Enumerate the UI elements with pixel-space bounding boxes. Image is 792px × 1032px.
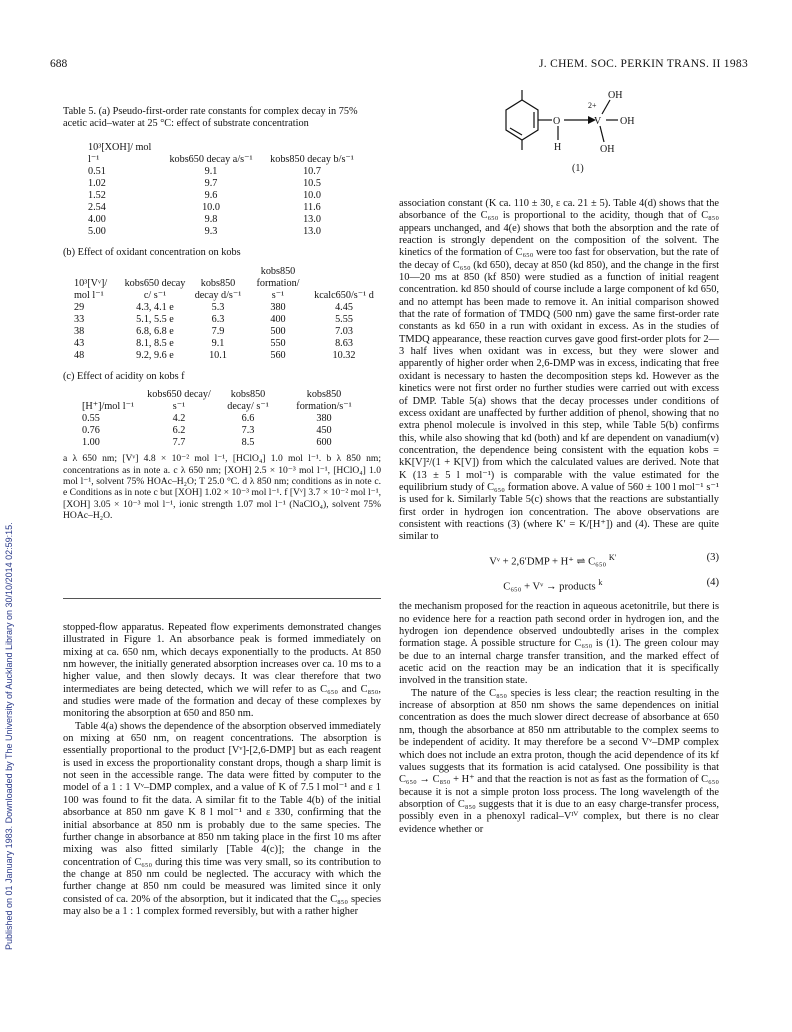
table5-footnotes: a λ 650 nm; [Vᵛ] 4.8 × 10⁻² mol l⁻¹, [HClO₄] 1.0 mol l⁻¹. b λ 850 nm; concentrations as in note a. c λ 650 nm; [XOH] 2.5 × 10⁻³ mol l⁻¹, [HClO₄] 1.0 mol l⁻¹, solvent 75% HOAc–H₂O; T 25.0 °C. d λ 850 nm; conditions as in note c. e Conditions as in note c but [XOH] 1.02 × 10⁻³ mol l⁻¹. f [Vᵛ] 3.7 × 10⁻² mol l⁻¹, [XOH] 3.05 × 10⁻³ mol l⁻¹, ionic strength 1.07 mol l⁻¹ (NaClO₄), solvent 75% HOAc–H₂O. [63, 453, 381, 522]
atom-OH-bottom: OH [600, 144, 615, 155]
table-row [71, 326, 379, 338]
table-cell: 7.3 [241, 425, 255, 437]
table-cell: 7.9 [211, 325, 225, 337]
table-cell: 4.3, 4.1 e [136, 301, 174, 313]
table-cell: 5.3 [211, 301, 225, 313]
table-cell: 9.1 [211, 337, 225, 349]
table5c-body [79, 413, 367, 449]
left-column [63, 0, 381, 522]
table-header: kobs850 decay/ s⁻¹ [227, 389, 269, 413]
table-cell: 7.7 [172, 437, 186, 449]
journal-title: J. CHEM. SOC. PERKIN TRANS. II 1983 [538, 58, 748, 70]
table-header: kobs850 formation/ s⁻¹ [256, 265, 300, 301]
equation-over: K′ [608, 552, 617, 562]
table5b-body [71, 302, 379, 362]
benzene-ring [506, 100, 538, 140]
table-cell: 9.3 [204, 226, 218, 238]
table-row [79, 425, 367, 437]
table5-caption: Table 5. (a) Pseudo-first-order rate constants for complex decay in 75% acetic acid–water at 25 °C: effect of substrate concentration [63, 106, 358, 130]
structure-1-diagram [492, 86, 652, 172]
table-cell: 560 [270, 349, 286, 361]
table-cell: 6.6 [241, 413, 255, 425]
atom-V: V [594, 116, 602, 127]
table-cell: 10.5 [303, 178, 321, 190]
table-cell: 10.7 [303, 166, 321, 178]
table-cell: 29 [74, 301, 85, 313]
table-cell: 9.7 [204, 178, 218, 190]
download-watermark [4, 130, 16, 950]
equation-text: Vᵛ + 2,6′DMP + H⁺ ⇌ C₆₅₀ [489, 556, 607, 568]
table-cell: 10.1 [209, 349, 227, 361]
table-cell: 400 [270, 313, 286, 325]
table-header: 10³[Vᵛ]/ mol l⁻¹ [74, 277, 108, 301]
table-cell: 8.5 [241, 437, 255, 449]
table-header: 10³[XOH]/ mol l⁻¹ [88, 142, 152, 166]
structure-label: (1) [572, 163, 584, 174]
table5a-body [85, 166, 365, 238]
table-header: kobs650 decay a/s⁻¹ [169, 154, 253, 166]
atom-O: O [553, 116, 561, 127]
table-cell: 0.76 [82, 425, 100, 437]
table5b [71, 266, 379, 362]
table-header: kobs850 decay d/s⁻¹ [194, 277, 242, 301]
table-cell: 1.02 [88, 178, 106, 190]
table-cell: 9.1 [204, 166, 218, 178]
table-cell: 8.63 [335, 337, 353, 349]
table5c-title: (c) Effect of acidity on kobs f [63, 370, 185, 382]
table-header-row [85, 142, 365, 166]
table-row [85, 190, 365, 202]
table-header: kcalc650/s⁻¹ d [314, 289, 374, 301]
table-cell: 10.0 [303, 190, 321, 202]
table-row [85, 214, 365, 226]
table-cell: 600 [316, 437, 332, 449]
table5c [79, 389, 367, 449]
table-cell: 0.51 [88, 166, 106, 178]
table-header-row [71, 266, 379, 302]
table-cell: 0.55 [82, 413, 100, 425]
table-cell: 11.6 [303, 202, 321, 214]
right-column [399, 198, 719, 836]
left-body [63, 622, 381, 918]
table-cell: 4.45 [335, 301, 353, 313]
table-cell: 33 [74, 313, 85, 325]
table-row [85, 178, 365, 190]
atom-H: H [554, 142, 562, 153]
table-cell: 6.8, 6.8 e [136, 325, 174, 337]
table-cell: 8.1, 8.5 e [136, 337, 174, 349]
table-cell: 380 [316, 413, 332, 425]
table-row [71, 314, 379, 326]
table-cell: 5.00 [88, 226, 106, 238]
table5b-title: (b) Effect of oxidant concentration on kobs [63, 247, 241, 259]
equation-3 [399, 552, 719, 569]
table-row [85, 226, 365, 238]
equation-number: (4) [706, 576, 719, 588]
body-paragraph: Table 4(a) shows the dependence of the absorption observed immediately on mixing at 650 nm, on reagent concentrations. The absorption is essentially proportional to the product [Vᵛ]-[2,6-DMP] but as each reagent is used in excess the proportionality constant drops, though a sharp limit is not seen in the accessible range. The data were fitted by computer to the model of a 1 : 1 Vᵛ–DMP complex, and a value of K of 7.5 l mol⁻¹ and ε 1 100 was found to fit the data. A similar fit to the Table 4(b) of the initial absorbance at 850 nm gave K 8 l mol⁻¹ and ε 330, confirming that the initial absorbance at 850 nm is probably due to the same species. The further change in absorbance at 850 nm taking place in the first 10 ms after mixing was also fitted similarly [Table 4(c)]; the change in the concentration of C₆₅₀ during this time was very small, so its contribution to the change at 850 nm could be neglected. The accuracy with which the further change at 850 nm could be measured was limited since it only consisted of ca. 20% of the absorption, but it indicated that the C₈₅₀ species may also be a 1 : 1 complex formed reversibly, but with a rather higher [63, 720, 381, 917]
table-cell: 13.0 [303, 214, 321, 226]
table-cell: 43 [74, 337, 85, 349]
charge-label: 2+ [588, 101, 597, 110]
table-row [85, 166, 365, 178]
table-cell: 500 [270, 325, 286, 337]
table-cell: 13.0 [303, 226, 321, 238]
table-header: kobs650 decay/ s⁻¹ [147, 389, 211, 413]
table-row [71, 302, 379, 314]
atom-OH-right: OH [620, 116, 635, 127]
table-cell: 9.8 [204, 214, 218, 226]
table-cell: 1.00 [82, 437, 100, 449]
table-row [79, 413, 367, 425]
table-header-row [79, 389, 367, 413]
table-cell: 2.54 [88, 202, 106, 214]
equation-4 [399, 577, 719, 594]
table-header: kobs650 decay c/ s⁻¹ [124, 277, 186, 301]
table-cell: 5.1, 5.5 e [136, 313, 174, 325]
body-paragraph: The nature of the C₈₅₀ species is less clear; the reaction resulting in the increase of absorption at 850 nm shows the same dependences on initial concentration as does the much slower direct decrease of absorbance at 650 nm, though the absorbance at 850 nm attributable to the complex seems to be independent of acidity. It may therefore be a second Vᵛ–DMP complex which does not include an extra proton, though the acid dependence of its kf values suggests that its formation is acid catalysed. One possibility is that C₆₅₀ → C₈₅₀ + H⁺ and that the reaction is not as fast as the formation of C₆₅₀ because it is not a simple proton loss process. The long wavelength of the absorption of C₈₅₀ suggests that it is due to an easy charge-transfer process, possibly even in a phenoxyl radical–Vᴵⱽ complex, but there is no clear evidence whether or [399, 687, 719, 835]
table-cell: 550 [270, 337, 286, 349]
table-row [79, 437, 367, 449]
body-paragraph: the mechanism proposed for the reaction in aqueous acetonitrile, but there is no evidence here for a reaction path second order in hydrogen ion, and the hydrogen ion dependence observed undoubtedly arises in the complex formation stage. A possible structure for C₆₅₀ is (1). The green colour may be due to an internal charge transfer transition, and the marked effect of acetic acid on the reaction may be an indication that it is specifically involved in the transition state. [399, 601, 719, 687]
table-cell: 1.52 [88, 190, 106, 202]
table-header: [H⁺]/mol l⁻¹ [82, 401, 135, 413]
table-cell: 4.2 [172, 413, 186, 425]
table-header: kobs850 formation/s⁻¹ [296, 389, 352, 413]
table-cell: 48 [74, 349, 85, 361]
equation-text: C₆₅₀ + Vᵛ → products [503, 581, 596, 593]
atom-OH-top: OH [608, 90, 623, 101]
table-cell: 380 [270, 301, 286, 313]
table-cell: 7.03 [335, 325, 353, 337]
table-cell: 10.0 [202, 202, 220, 214]
equation-over: k [598, 577, 603, 587]
table-cell: 38 [74, 325, 85, 337]
table-end-rule [63, 598, 381, 599]
body-paragraph: association constant (K ca. 110 ± 30, ε ca. 21 ± 5). Table 4(d) shows that the absorbance of the C₆₅₀ is proportional to the acidity, though that of C₈₅₀ appears unchanged, and 4(e) shows that both the absorption and the rate of reaction is strongly dependent on the composition of the solvent. The kinetics of the formation of C₆₅₀ were too fast for observation, but the rate of the decay of C₆₅₀ (kd 650), decay at 850 (kd 850), and the change in the first 10—20 ms at 850 (kf 850) were studied as a function of initial reagent concentration. kd 850 should of course include a large component of kd 650, and no attempt has been made to remove it. An initial comparison showed that the rate of formation of TMDQ (500 nm) gave the same first-order rate constants as kd 650 in a run with oxidant in excess. As in the studies of TMDQ appearance, these reaction curves gave good first-order plots for 2—3 half lives when oxidant was in excess, but they were slower and apparently of higher order when 2,6-DMP was in excess, indicating that free oxidant is necessary to hasten the decomposition steps kd. However as the kinetics were not first order no further studies were carried out with excess of DMP. Table 5(a) shows that the decay processes under conditions of excess oxidant are unaffected by further addition of phenol, showing that no extra phenol molecule is involved in this step, while Table 5(b) confirms this, while also showing that kd (both) and kf are dependent on vanadium(v) concentration, the dependence being consistent with the equation kobs = kK[V]²/(1 + K[V]) from which the calculated values are derived. Note that K (13 ± 5 l mol⁻¹) is comparable with the value estimated for the equilibrium study of C₆₅₀ formation above. A value of 560 ± 100 l mol⁻¹ s⁻¹ is used for k. Similarly Table 5(c) shows that the reactions are substantially first order in hydrogen ion concentration. The above observations are consistent with reactions (3) (where K′ = K/[H⁺]) and (4). These are quite similar to [399, 198, 719, 543]
table-row [71, 338, 379, 350]
table-cell: 9.2, 9.6 e [136, 349, 174, 361]
table5a [85, 142, 365, 238]
table-cell: 450 [316, 425, 332, 437]
table-cell: 10.32 [332, 349, 356, 361]
table-row [71, 350, 379, 362]
body-paragraph: stopped-flow apparatus. Repeated flow experiments demonstrated changes illustrated in Figure 1. An absorbance peak is formed immediately on mixing at ca. 650 nm, which decays exponentially to the products. At 850 nm however, the initially generated absorption increases over ca. 10 ms to a higher value, and then slowly decays. It was clear therefore that two intermediates are being detected, which we will refer to as C₆₅₀ and C₈₅₀, and studies were made of the formation and decay of these complexes by monitoring the absorption at 650 and 850 nm. [63, 622, 381, 720]
equation-number: (3) [706, 551, 719, 563]
page-number: 688 [50, 58, 68, 70]
table-row [85, 202, 365, 214]
table-cell: 5.55 [335, 313, 353, 325]
download-watermark-text: Published on 01 January 1983. Downloaded by The University of Auckland Library on 30/10/2014 02:59:15. [4, 522, 14, 950]
table-cell: 6.3 [211, 313, 225, 325]
table-cell: 9.6 [204, 190, 218, 202]
table-header: kobs850 decay b/s⁻¹ [270, 154, 354, 166]
table-cell: 4.00 [88, 214, 106, 226]
table-cell: 6.2 [172, 425, 186, 437]
